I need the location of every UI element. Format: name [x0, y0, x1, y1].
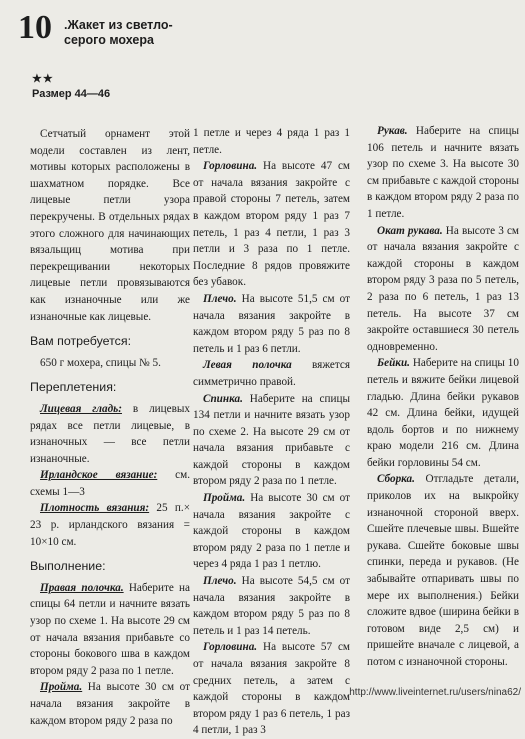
right-front-label: Правая полочка. [40, 581, 124, 594]
pattern-header [18, 10, 198, 62]
sleeve-text: Наберите на спицы 106 петель и начните вязать узор по схеме 3. На высоте 30 см прибавьте с каждой стороны в каждом втором ряду 2 раза по 1 петле. [367, 125, 519, 220]
left-front-text: вяжется симметрично правой. [193, 359, 351, 388]
gauge-label: Плотность вязания: [40, 502, 150, 515]
sleeve-cap-label: Окат рукава. [377, 224, 443, 237]
materials-heading: Вам потребуется: [30, 334, 132, 349]
trims [367, 355, 519, 471]
trims-text: Наберите на спицы 10 петель и вяжите бейки лицевой гладью. Длина бейки рукавов 42 см. Длина бейки, идущей вдоль бортов и по нижнему краю модели 216 см. Длина бейки горловины 54 см. [367, 357, 519, 469]
instructions-heading: Выполнение: [30, 559, 106, 574]
shoulder-back-label: Плечо. [203, 575, 237, 588]
armhole-continued: 1 петле и через 4 ряда 1 раз 1 петле. [193, 127, 350, 156]
back-label: Спинка. [203, 392, 243, 405]
neckline-front-label: Горловина. [203, 160, 258, 173]
sleeve-cap [367, 223, 519, 356]
shoulder-front [193, 291, 350, 357]
trims-label: Бейки. [377, 357, 410, 370]
right-front [30, 580, 190, 680]
stitch-irish-text: см. схемы 1—3 [30, 469, 190, 498]
size-label: Размер 44—46 [32, 88, 111, 100]
sleeve-cap-text: На высоте 3 см от начала вязания закройте с каждой стороны в каждом втором ряду 3 раза по 5 петель, 2 раза по 6 петель, 1 раз 13 петель. На высоте 37 см закройте оставшиеся 30 петель одновременно. [367, 224, 520, 353]
armhole-front [30, 679, 190, 729]
neckline-front [193, 158, 350, 291]
left-front [193, 357, 350, 390]
neckline-front-text: На высоте 47 см от начала вязания закройте с правой стороны 7 петель, затем в каждом втором ряду 1 раз 7 петель, 1 раз 4 петли, 1 раз 3 петли и 3 раза по 1 петле. Последние 8 рядов провяжите без убавок. [193, 160, 350, 289]
assembly [367, 471, 519, 670]
column-1 [30, 126, 190, 729]
right-front-text: Наберите на спицы 64 петли и начните вязать узор по схеме 1. На высоте 29 см от начала вязания прибавьте со стороны бокового шва в каждом втором ряду 2 раза по 1 петле. [30, 581, 190, 677]
gauge-text: 25 п.× 23 р. ирландского вязания = 10×10 см. [30, 502, 190, 548]
neckline-back [193, 639, 350, 739]
gauge [30, 500, 190, 550]
stitches-heading: Переплетения: [30, 380, 117, 395]
neckline-back-text: На высоте 57 см от начала вязания закройте 8 средних петель, а затем с каждой стороны в каждом втором ряду 1 раз 6 петель, 1 раз 4 петли, 1 раз 3 [193, 641, 350, 737]
difficulty-stars: ★★ [32, 73, 54, 85]
pattern-title-line2: серого мохера [64, 33, 154, 47]
stitch-irish-label: Ирландское вязание: [40, 469, 158, 482]
sleeve-label: Рукав. [377, 125, 408, 137]
assembly-text: Отгладьте детали, приколов их на выкройку изнаночной стороной вверх. Сшейте плечевые швы. Вшейте рукава. Сшейте боковые швы спинки, переда и рукавов. (Не забывайте отпаривать швы по мере их выполнения.) Бейки сложите вдвое (ширина бейки в готовом виде 2,5 см) и пришейте вначале с лицевой, а потом с изнаночной стороны. [367, 473, 519, 668]
watermark-url: http://www.liveinternet.ru/users/nina62/ [349, 687, 521, 698]
materials-text: 650 г мохера, спицы № 5. [40, 356, 161, 369]
back [193, 391, 350, 491]
pattern-title-line1: .Жакет из светло- [64, 18, 173, 32]
left-front-label: Левая полочка [203, 359, 292, 372]
stitch-stockinette [30, 401, 190, 467]
shoulder-front-label: Плечо. [203, 292, 237, 305]
armhole-front-label: Пройма. [40, 681, 83, 694]
shoulder-back-text: На высоте 54,5 см от начала вязания закройте в каждом втором ряду 5 раз по 8 петель и 1 раз 14 петель. [193, 575, 350, 637]
armhole-back [193, 490, 350, 573]
pattern-title [64, 18, 173, 48]
intro-paragraph: Сетчатый орнамент этой модели составлен из лент, мотивы которых расположены в шахматном порядке. Все лицевые петли узора перекручены. В отдельных рядах этого сложного для начинающих вязальщиц мотива при перекрещивании некоторых лицевые петли провязываются как изнаночные или же изнаночные как лицевые. [30, 128, 190, 323]
column-3 [367, 123, 519, 671]
pattern-number: 10 [18, 9, 52, 46]
shoulder-back [193, 573, 350, 639]
shoulder-front-text: На высоте 51,5 см от начала вязания закройте в каждом втором ряду 5 раз по 8 петель и 1 раз 6 петли. [193, 292, 350, 355]
back-text: Наберите на спицы 134 петли и начните вязать узор по схеме 2. На высоте 29 см от начала вязания прибавьте с каждой стороны в каждом втором ряду 2 раза по 1 петле. [193, 392, 350, 488]
column-2 [193, 125, 350, 739]
neckline-back-label: Горловина. [203, 641, 258, 654]
stitch-irish [30, 467, 190, 500]
stitch-stockinette-text: в лицевых рядах все петли лицевые, в изнаночных — все петли изнаночные. [30, 402, 190, 465]
armhole-back-text: На высоте 30 см от начала вязания закройте с каждой стороны в каждом втором ряду 2 раза по 1 петле и через 4 ряда 1 раз 1 петлю. [193, 492, 350, 571]
armhole-back-label: Пройма. [203, 492, 246, 505]
stitch-stockinette-label: Лицевая гладь: [40, 402, 122, 415]
armhole-front-text: На высоте 30 см от начала вязания закройте в каждом втором ряду 2 раза по [30, 681, 190, 727]
assembly-label: Сборка. [377, 473, 415, 486]
sleeve [367, 123, 519, 223]
